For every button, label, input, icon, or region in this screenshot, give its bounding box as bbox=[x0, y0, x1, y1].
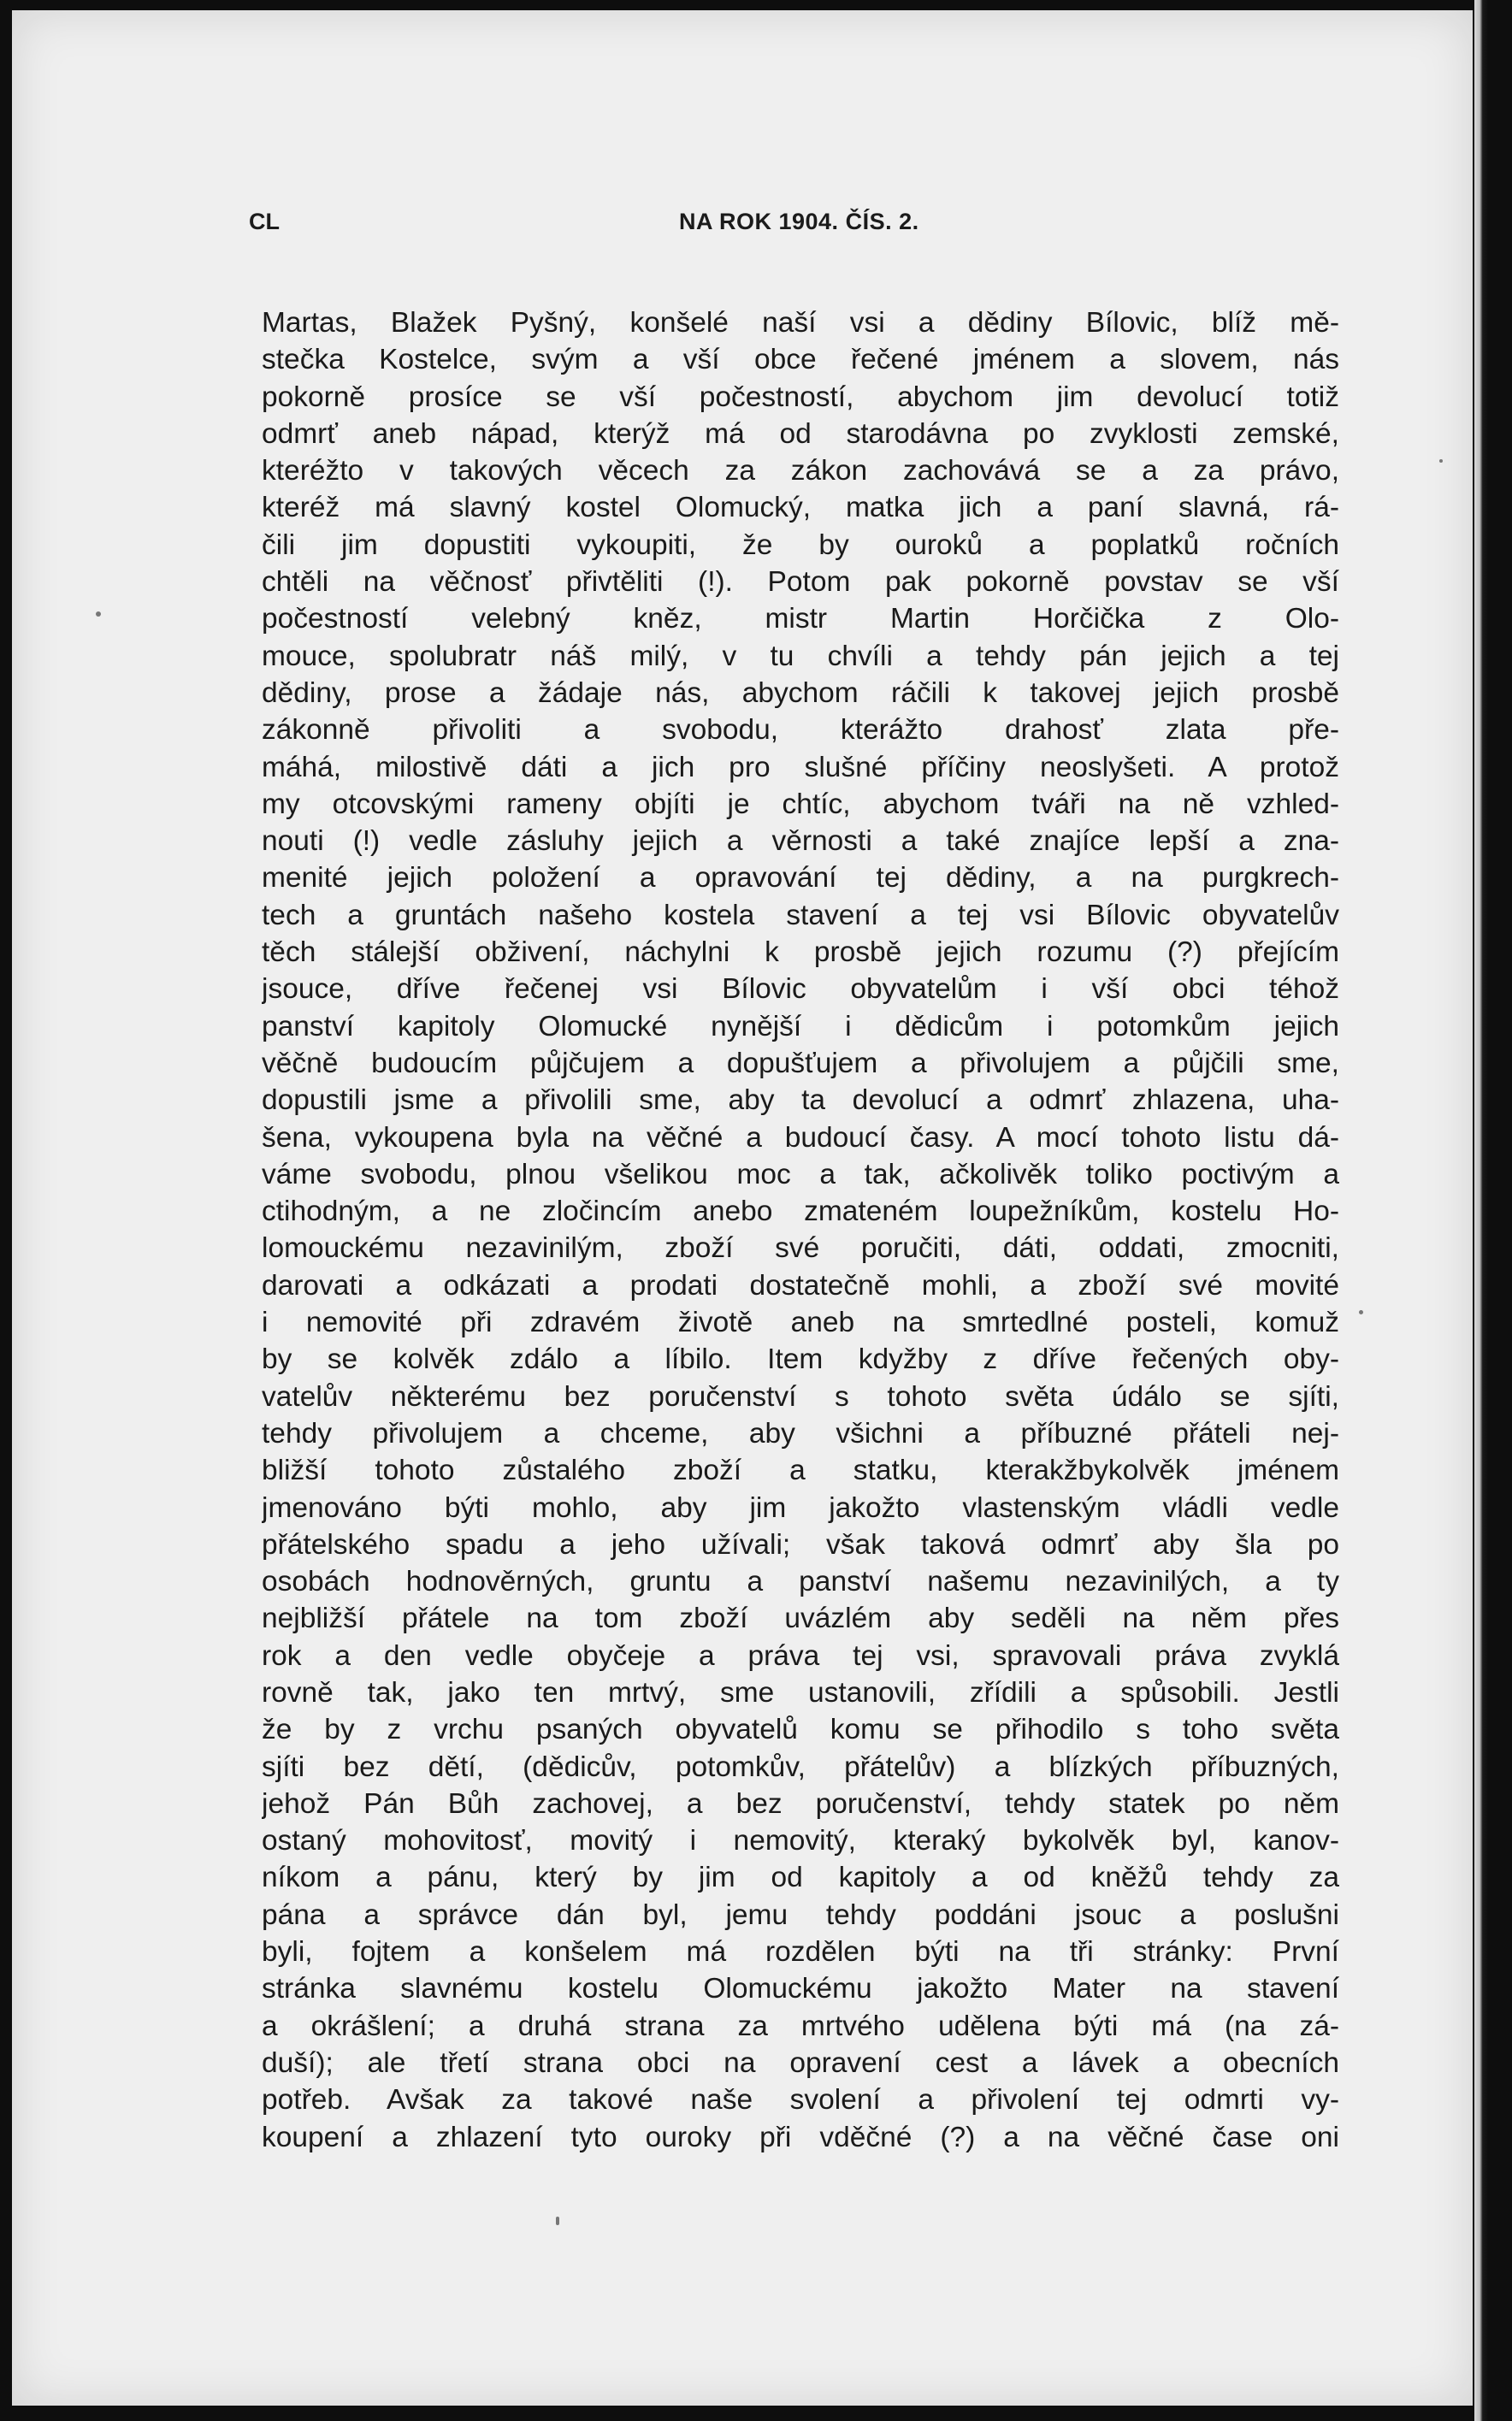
text-line: tehdy přivolujem a chceme, aby všichni a příbuzné přáteli nej- bbox=[262, 1417, 1339, 1450]
text-line: chtěli na věčnosť přivtěliti (!). Potom pak pokorně povstav se vší bbox=[262, 566, 1339, 599]
text-line: čili jim dopustiti vykoupiti, že by ouroků a poplatků ročních bbox=[262, 528, 1339, 561]
text-line: sjíti bez dětí, (dědicův, potomkův, přátelův) a blízkých příbuzných, bbox=[262, 1751, 1339, 1783]
text-line: a okrášlení; a druhá strana za mrtvého udělena býti má (na zá- bbox=[262, 2010, 1339, 2042]
paper-speck bbox=[96, 611, 101, 617]
text-line: věčně budoucím půjčujem a dopušťujem a přivolujem a půjčili sme, bbox=[262, 1047, 1339, 1079]
text-line: jehož Pán Bůh zachovej, a bez poručenství, tehdy statek po něm bbox=[262, 1787, 1339, 1820]
text-line: potřeb. Avšak za takové naše svolení a přivolení tej odmrti vy- bbox=[262, 2084, 1339, 2117]
text-line: Martas, Blažek Pyšný, konšelé naší vsi a dědiny Bílovic, blíž mě- bbox=[262, 307, 1339, 339]
text-line bbox=[262, 2156, 1339, 2193]
text-line: že by z vrchu psaných obyvatelů komu se přihodilo s toho světa bbox=[262, 1714, 1339, 1746]
text-line: my otcovskými rameny objíti je chtíc, abychom tváři na ně vzhled- bbox=[262, 788, 1339, 820]
text-line: kteréž má slavný kostel Olomucký, matka jich a paní slavná, rá- bbox=[262, 492, 1339, 524]
text-line: koupení a zhlazení tyto ouroky při vděčné (?) a na věčné čase oni bbox=[262, 2121, 1339, 2153]
text-line: duší); ale třetí strana obci na opravení cest a lávek a obecních bbox=[262, 2046, 1339, 2079]
page-edge-shadow bbox=[1474, 0, 1488, 2421]
paper-speck bbox=[556, 2217, 559, 2225]
text-line: menité jejich položení a opravování tej dědiny, a na purgkrech- bbox=[262, 862, 1339, 895]
text-line: nejbližší přátele na tom zboží uvázlém aby seděli na něm přes bbox=[262, 1603, 1339, 1635]
text-line: dopustili jsme a přivolili sme, aby ta devolucí a odmrť zhlazena, uha- bbox=[262, 1084, 1339, 1117]
text-line: nouti (!) vedle zásluhy jejich a věrnosti a také znajíce lepší a zna- bbox=[262, 825, 1339, 858]
body-text bbox=[262, 304, 1339, 2193]
text-line: osobách hodnověrných, gruntu a panství našemu nezavinilých, a ty bbox=[262, 1566, 1339, 1598]
text-line: váme svobodu, plnou všelikou moc a tak, ačkolivěk toliko poctivým a bbox=[262, 1158, 1339, 1190]
text-line: ostaný mohovitosť, movitý i nemovitý, kteraký bykolvěk byl, kanov- bbox=[262, 1825, 1339, 1857]
text-line: rovně tak, jako ten mrtvý, sme ustanovili, zřídili a spůsobili. Jestli bbox=[262, 1676, 1339, 1709]
text-line: panství kapitoly Olomucké nynější i dědicům i potomkům jejich bbox=[262, 1010, 1339, 1042]
text-line: stránka slavnému kostelu Olomuckému jakožto Mater na stavení bbox=[262, 1973, 1339, 2005]
text-line: šena, vykoupena byla na věčné a budoucí časy. A mocí tohoto listu dá- bbox=[262, 1121, 1339, 1154]
text-line: i nemovité při zdravém životě aneb na smrtedlné posteli, komuž bbox=[262, 1307, 1339, 1339]
text-line: lomouckému nezavinilým, zboží své poručiti, dáti, oddati, zmocniti, bbox=[262, 1232, 1339, 1265]
text-line: přátelského spadu a jeho užívali; však taková odmrť aby šla po bbox=[262, 1528, 1339, 1561]
text-line: pána a správce dán byl, jemu tehdy poddáni jsouc a poslušni bbox=[262, 1898, 1339, 1931]
text-line: těch stálejší obživení, náchylni k prosbě jejich rozumu (?) přejícím bbox=[262, 936, 1339, 969]
text-line: níkom a pánu, který by jim od kapitoly a od kněžů tehdy za bbox=[262, 1862, 1339, 1894]
text-line: ctihodným, a ne zločincím anebo zmateném loupežníkům, kostelu Ho- bbox=[262, 1196, 1339, 1228]
paper-speck bbox=[1359, 1310, 1363, 1314]
text-line: pokorně prosíce se vší počestností, abychom jim devolucí totiž bbox=[262, 381, 1339, 413]
folio-number: CL bbox=[249, 209, 280, 234]
text-line: jsouce, dříve řečenej vsi Bílovic obyvatelům i vší obci téhož bbox=[262, 973, 1339, 1006]
text-line: máhá, milostivě dáti a jich pro slušné příčiny neoslyšeti. A protož bbox=[262, 751, 1339, 783]
text-line: stečka Kostelce, svým a vší obce řečené jménem a slovem, nás bbox=[262, 344, 1339, 376]
text-line: rok a den vedle obyčeje a práva tej vsi, spravovali práva zvyklá bbox=[262, 1639, 1339, 1672]
text-line: byli, fojtem a konšelem má rozdělen býti na tři stránky: První bbox=[262, 1936, 1339, 1969]
scanned-page bbox=[12, 10, 1473, 2406]
text-line: bližší tohoto zůstalého zboží a statku, kterakžbykolvěk jménem bbox=[262, 1455, 1339, 1487]
text-line: darovati a odkázati a prodati dostatečně mohli, a zboží své movité bbox=[262, 1269, 1339, 1302]
text-line: tech a gruntách našeho kostela stavení a tej vsi Bílovic obyvatelův bbox=[262, 899, 1339, 931]
text-line: zákonně přivoliti a svobodu, kterážto drahosť zlata pře- bbox=[262, 714, 1339, 747]
text-line: počestností velebný kněz, mistr Martin Horčička z Olo- bbox=[262, 603, 1339, 635]
text-line: by se kolvěk zdálo a líbilo. Item kdyžby z dříve řečených oby- bbox=[262, 1343, 1339, 1376]
text-line: kteréžto v takových věcech za zákon zachovává se a za právo, bbox=[262, 455, 1339, 487]
running-title: NA ROK 1904. ČÍS. 2. bbox=[679, 209, 919, 234]
text-line: mouce, spolubratr náš milý, v tu chvíli a tehdy pán jejich a tej bbox=[262, 640, 1339, 672]
text-line: jmenováno býti mohlo, aby jim jakožto vlastenským vládli vedle bbox=[262, 1491, 1339, 1524]
text-line: dědiny, prose a žádaje nás, abychom ráčili k takovej jejich prosbě bbox=[262, 676, 1339, 709]
text-line: odmrť aneb nápad, kterýž má od starodávna po zvyklosti zemské, bbox=[262, 417, 1339, 450]
text-line: vatelův některému bez poručenství s tohoto světa údálo se sjíti, bbox=[262, 1380, 1339, 1413]
page-header bbox=[249, 209, 939, 243]
paper-speck bbox=[1439, 459, 1443, 463]
